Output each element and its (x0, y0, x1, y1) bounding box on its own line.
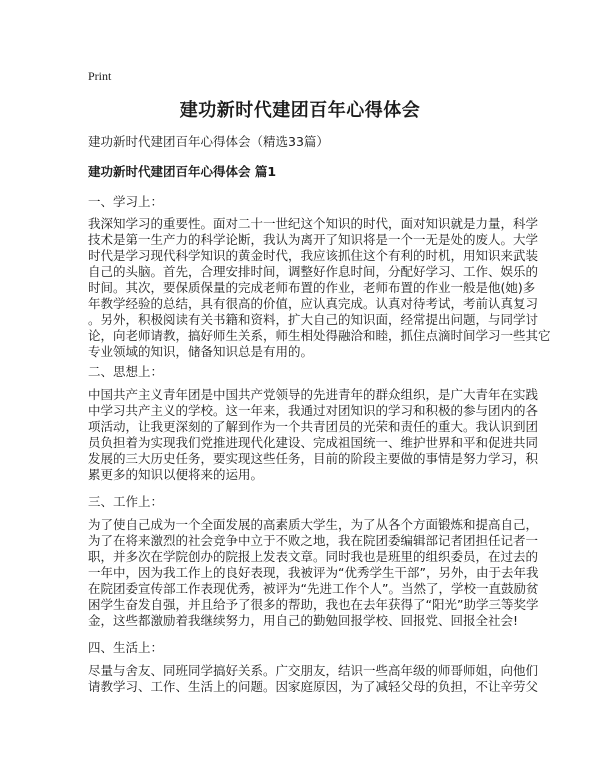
paragraph-line: 自己的头脑。首先，合理安排时间，调整好作息时间，分配好学习、工作、娱乐的 (88, 264, 539, 279)
section-heading-thought: 二、思想上： (88, 364, 164, 379)
paragraph-line: 发展的三大历史任务，要实现这些任务，目前的阶段主要做的事情是努力学习，积 (88, 451, 539, 466)
piece-title: 建功新时代建团百年心得体会 篇1 (88, 164, 277, 179)
section-paragraph-work (88, 517, 539, 629)
section-heading-study: 一、学习上： (88, 194, 164, 209)
paragraph-line: 员负担着为实现我们党推进现代化建设、完成祖国统一、维护世界和平和促进共同 (88, 435, 539, 450)
paragraph-line: 项活动，让我更深刻的了解到作为一个共青团员的光荣和责任的重大。我认识到团 (88, 419, 539, 434)
section-heading-work: 三、工作上： (88, 494, 164, 509)
paragraph-line: 时间。其次，要保质保量的完成老师布置的作业，老师布置的作业一般是他(她)多 (88, 280, 536, 295)
paragraph-line: 为了在将来激烈的社会竞争中立于不败之地，我在院团委编辑部记者团担任记者一 (88, 533, 539, 548)
paragraph-line: 一年中，因为我工作上的良好表现，我被评为“优秀学生干部”，另外，由于去年我 (88, 565, 539, 580)
paragraph-line: 中国共产主义青年团是中国共产党领导的先进青年的群众组织，是广大青年在实践 (88, 387, 539, 402)
section-paragraph-thought (88, 387, 539, 483)
paragraph-line: 中学习共产主义的学校。这一年来，我通过对团知识的学习和积极的参与团内的各 (88, 403, 539, 418)
paragraph-line: 累更多的知识以便将来的运用。 (88, 467, 264, 482)
paragraph-line: 专业领域的知识，储备知识总是有用的。 (88, 344, 314, 359)
section-paragraph-life (88, 663, 539, 695)
paragraph-line: 请教学习、工作、生活上的问题。因家庭原因，为了减轻父母的负担，不让辛劳父 (88, 679, 539, 694)
section-paragraph-study (88, 216, 551, 360)
paragraph-line: 困学生奋发自强，并且给予了很多的帮助，我也在去年获得了“阳光”助学三等奖学 (88, 597, 539, 612)
document-subtitle: 建功新时代建团百年心得体会（精选33篇） (88, 134, 329, 149)
paragraph-line: 我深知学习的重要性。面对二十一世纪这个知识的时代，面对知识就是力量，科学 (88, 216, 539, 231)
paragraph-line: 在院团委宣传部工作表现优秀，被评为“先进工作个人”。当然了，学校一直鼓励贫 (88, 581, 539, 596)
paragraph-line: 职，并多次在学院创办的院报上发表文章。同时我也是班里的组织委员，在过去的 (88, 549, 539, 564)
paragraph-line: 金，这些都激励着我继续努力，用自己的勤勉回报学校、回报党、回报全社会! (88, 613, 519, 628)
print-label[interactable]: Print (88, 69, 112, 83)
document-title: 建功新时代建团百年心得体会 (179, 100, 421, 121)
paragraph-line: 技术是第一生产力的科学论断，我认为离开了知识将是一个一无是处的废人。大学 (88, 232, 539, 247)
paragraph-line: 。另外，积极阅读有关书籍和资料，扩大自己的知识面，经常提出问题，与同学讨 (88, 312, 539, 327)
paragraph-line: 年教学经验的总结，具有很高的价值，应认真完成。认真对待考试，考前认真复习 (88, 296, 539, 311)
paragraph-line: 论，向老师请教，搞好师生关系，师生相处得融洽和睦，抓住点滴时间学习一些其它 (88, 328, 551, 343)
paragraph-line: 尽量与舍友、同班同学搞好关系。广交朋友，结识一些高年级的师哥师姐，向他们 (88, 663, 539, 678)
section-heading-life: 四、生活上： (88, 640, 164, 655)
paragraph-line: 时代是学习现代科学知识的黄金时代，我应该抓住这个有利的时机，用知识来武装 (88, 248, 539, 263)
paragraph-line: 为了使自己成为一个全面发展的高素质大学生，为了从各个方面锻炼和提高自己， (88, 517, 539, 532)
